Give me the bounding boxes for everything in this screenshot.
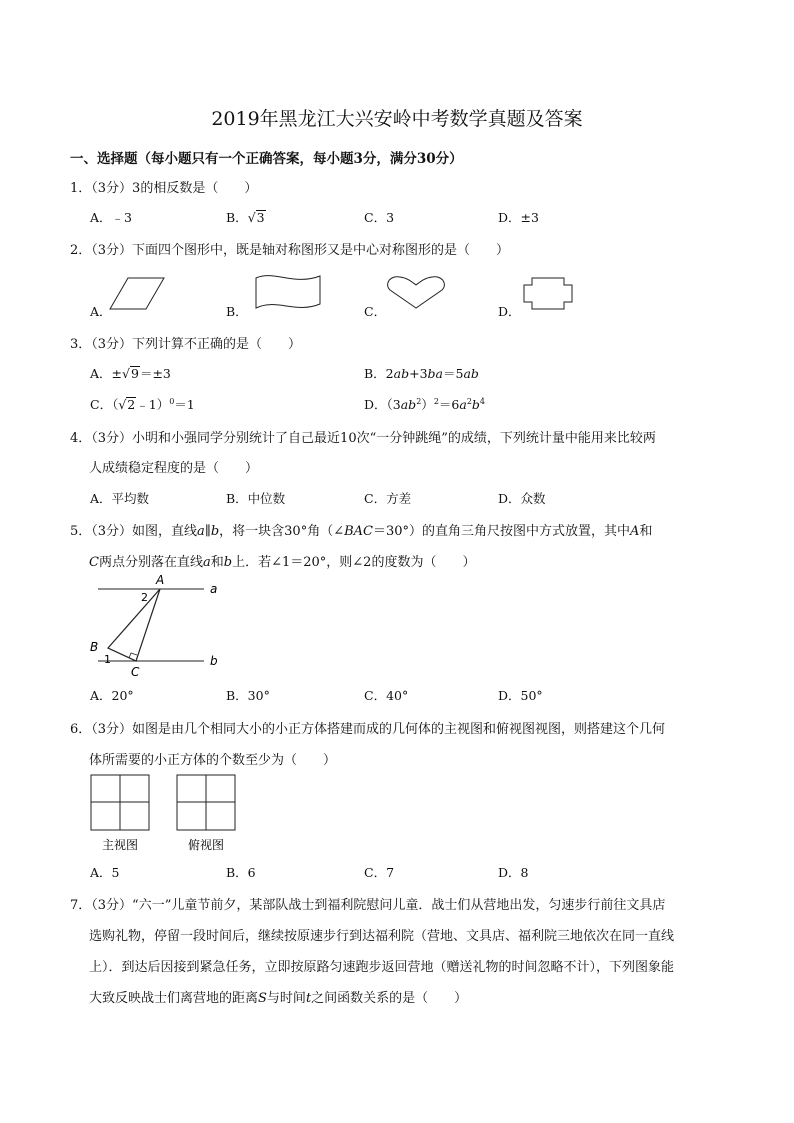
- question-4-line-1: 4．（3分）小明和小强同学分别统计了自己最近10次“一分钟跳绳”的成绩，下列统计量中能用来比较两: [70, 431, 656, 446]
- q4-option-a: A．平均数: [90, 491, 150, 506]
- question-5-line-1: 5．（3分）如图，直线a∥b，将一块含30°角（∠BAC＝30°）的直角三角尺按图中方式放置，其中A和: [70, 524, 653, 539]
- q2-option-d: D．: [498, 304, 521, 319]
- label-line-a: a: [210, 582, 218, 596]
- front-view-grid: [91, 775, 149, 830]
- q2-option-b: B．: [226, 304, 248, 319]
- label-B: B: [90, 640, 99, 654]
- page-title: 2019年黑龙江大兴安岭中考数学真题及答案: [211, 108, 583, 130]
- top-view-grid: [177, 775, 235, 830]
- question-6-line-1: 6．（3分）如图是由几个相同大小的小正方体搭建而成的几何体的主视图和俯视图视图，则搭建这个几何: [70, 722, 666, 737]
- top-view-label: 俯视图: [187, 838, 225, 852]
- triangle-parallel-lines-figure: [86, 572, 226, 677]
- front-view-label: 主视图: [101, 838, 139, 852]
- q1-option-d: D．±3: [498, 210, 539, 225]
- cross-shape-figure: [520, 276, 580, 316]
- q4-option-b: B．中位数: [226, 491, 286, 506]
- q3-option-b: B．2ab+3ba＝5ab: [364, 366, 479, 381]
- question-3-stem: 3．（3分）下列计算不正确的是（ ）: [70, 337, 302, 352]
- question-7-line-1: 7．（3分）“六一”儿童节前夕，某部队战士到福利院慰问儿童．战士们从营地出发，匀速步行前往文具店: [70, 898, 666, 913]
- q3-option-d: D．$(3ab^2)^2=6a^2b^4$: [364, 396, 486, 412]
- label-A: A: [156, 573, 165, 587]
- q6-option-a: A．5: [90, 865, 120, 880]
- q1-option-b: B．√3: [226, 210, 265, 225]
- q3-option-c: C．（√2﹣1）$^0$＝1: [90, 396, 195, 412]
- set-square: [108, 589, 160, 661]
- q4-option-d: D．众数: [498, 491, 546, 506]
- q2-option-c: C．: [364, 304, 387, 319]
- q6-option-d: D．8: [498, 865, 529, 880]
- angle-1-label: 1: [104, 653, 111, 666]
- question-7-line-4: 大致反映战士们离营地的距离S与时间t之间函数关系的是（ ）: [89, 991, 468, 1006]
- q1-option-c: C．3: [364, 210, 395, 225]
- q6-option-b: B．6: [226, 865, 256, 880]
- q4-option-c: C．方差: [364, 491, 412, 506]
- question-5-line-2: C两点分别落在直线a和b上．若∠1＝20°，则∠2的度数为（ ）: [89, 555, 476, 570]
- angle-2-label: 2: [141, 591, 148, 604]
- label-C: C: [131, 665, 140, 679]
- question-4-line-2: 人成绩稳定程度的是（ ）: [89, 461, 259, 476]
- question-7-line-3: 上）．到达后因接到紧急任务，立即按原路匀速跑步返回营地（赠送礼物的时间忽略不计），下列图象能: [89, 960, 675, 975]
- section-heading: 一、选择题（每小题只有一个正确答案，每小题3分，满分30分）: [70, 151, 463, 167]
- q5-option-d: D．50°: [498, 688, 543, 703]
- q5-option-a: A．20°: [90, 688, 134, 703]
- q5-option-b: B．30°: [226, 688, 270, 703]
- question-2-stem: 2．（3分）下面四个图形中，既是轴对称图形又是中心对称图形的是（ ）: [70, 243, 510, 258]
- q5-option-c: C．40°: [364, 688, 409, 703]
- heart-figure: [384, 272, 454, 317]
- q1-option-a: A．﹣3: [90, 210, 132, 225]
- q2-option-a: A．: [90, 304, 112, 319]
- label-line-b: b: [210, 654, 218, 668]
- question-6-line-2: 体所需要的小正方体的个数至少为（ ）: [89, 753, 337, 768]
- question-7-line-2: 选购礼物，停留一段时间后，继续按原速步行到达福利院（营地、文具店、福利院三地依次在同一直线: [89, 929, 675, 944]
- q6-option-c: C．7: [364, 865, 395, 880]
- wavy-flag-figure: [250, 270, 330, 315]
- q3-option-a: A．±√9＝±3: [90, 366, 171, 381]
- parallelogram-figure: [108, 275, 168, 315]
- question-1-stem: 1．（3分）3的相反数是（ ）: [70, 181, 258, 196]
- three-view-figure: [88, 774, 248, 854]
